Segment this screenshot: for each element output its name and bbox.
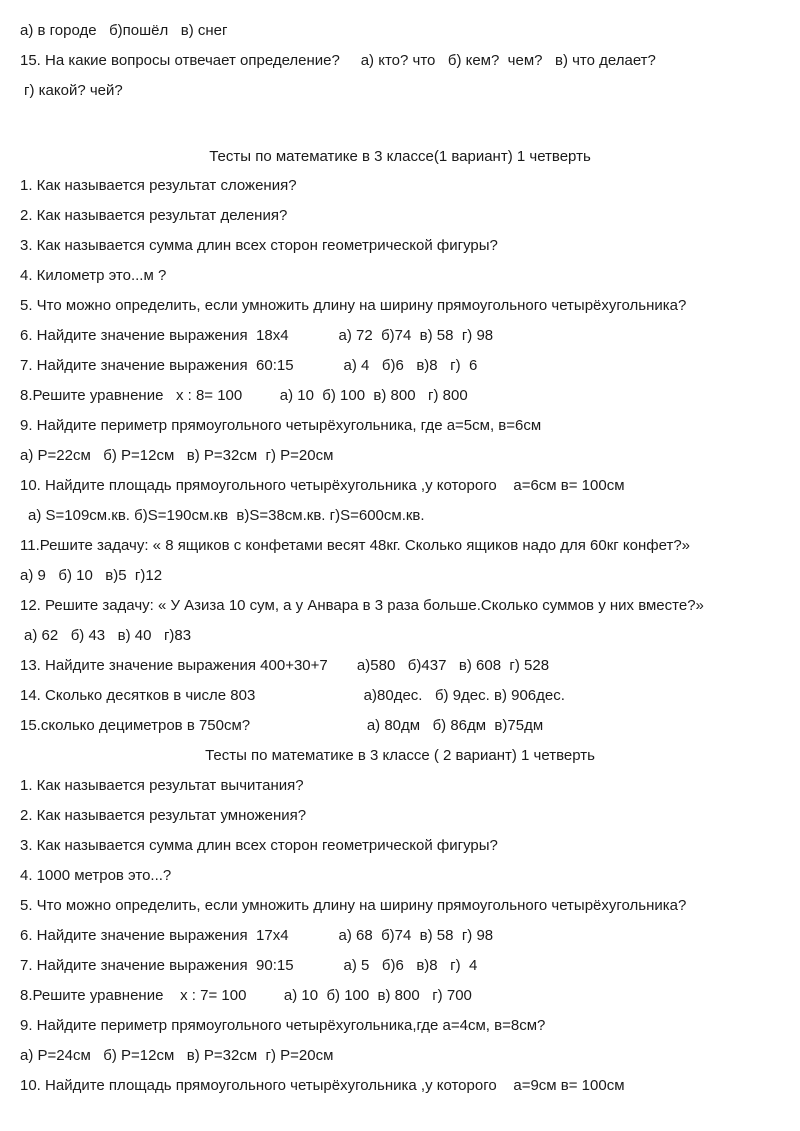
question-line: 12. Решите задачу: « У Азиза 10 сум, а у Анвара в 3 раза больше.Сколько суммов у них вместе?» <box>20 597 704 614</box>
question-line: 2. Как называется результат деления? <box>20 207 288 224</box>
question-line: 7. Найдите значение выражения 60:15 а) 4 б)6 в)8 г) 6 <box>20 357 478 374</box>
question-line: 1. Как называется результат сложения? <box>20 177 297 194</box>
question-line: 1. Как называется результат вычитания? <box>20 777 304 794</box>
answer-option-line: а) Р=22см б) Р=12см в) Р=32см г) Р=20см <box>20 447 334 464</box>
answer-option-line: г) какой? чей? <box>24 82 123 99</box>
question-line: 4. Километр это...м ? <box>20 267 167 284</box>
question-line: 5. Что можно определить, если умножить длину на ширину прямоугольного четырёхугольника? <box>20 897 687 914</box>
answer-option-line: а) 9 б) 10 в)5 г)12 <box>20 567 163 584</box>
section-heading-variant-2: Тесты по математике в 3 классе ( 2 вариант) 1 четверть <box>205 747 595 764</box>
question-line: 6. Найдите значение выражения 18х4 а) 72 б)74 в) 58 г) 98 <box>20 327 494 344</box>
question-line: 8.Решите уравнение х : 7= 100 а) 10 б) 100 в) 800 г) 700 <box>20 987 472 1004</box>
question-line: 11.Решите задачу: « 8 ящиков с конфетами весят 48кг. Сколько ящиков надо для 60кг конфет?» <box>20 537 690 554</box>
answer-option-line: а) S=109см.кв. б)S=190см.кв в)S=38см.кв. г)S=600см.кв. <box>28 507 425 524</box>
question-line: 5. Что можно определить, если умножить длину на ширину прямоугольного четырёхугольника? <box>20 297 687 314</box>
question-line: 13. Найдите значение выражения 400+30+7 а)580 б)437 в) 608 г) 528 <box>20 657 550 674</box>
question-line: 6. Найдите значение выражения 17х4 а) 68 б)74 в) 58 г) 98 <box>20 927 494 944</box>
question-line: 8.Решите уравнение х : 8= 100 а) 10 б) 100 в) 800 г) 800 <box>20 387 468 404</box>
text-line: а) в городе б)пошёл в) снег <box>20 22 228 39</box>
question-line: 4. 1000 метров это...? <box>20 867 172 884</box>
question-line: 3. Как называется сумма длин всех сторон геометрической фигуры? <box>20 237 498 254</box>
question-line: 3. Как называется сумма длин всех сторон геометрической фигуры? <box>20 837 498 854</box>
question-15-definition: 15. На какие вопросы отвечает определение? а) кто? что б) кем? чем? в) что делает? <box>20 52 656 69</box>
question-line: 10. Найдите площадь прямоугольного четырёхугольника ,у которого а=9см в= 100см <box>20 1077 625 1094</box>
question-line: 9. Найдите периметр прямоугольного четырёхугольника,где а=4см, в=8см? <box>20 1017 546 1034</box>
question-line: 14. Сколько десятков в числе 803 а)80дес. б) 9дес. в) 906дес. <box>20 687 565 704</box>
answer-option-line: а) Р=24см б) Р=12см в) Р=32см г) Р=20см <box>20 1047 334 1064</box>
answer-option-line: а) 62 б) 43 в) 40 г)83 <box>24 627 192 644</box>
question-line: 10. Найдите площадь прямоугольного четырёхугольника ,у которого а=6см в= 100см <box>20 477 625 494</box>
question-line: 9. Найдите периметр прямоугольного четырёхугольника, где а=5см, в=6см <box>20 417 542 434</box>
question-line: 2. Как называется результат умножения? <box>20 807 307 824</box>
question-line: 7. Найдите значение выражения 90:15 а) 5 б)6 в)8 г) 4 <box>20 957 478 974</box>
section-heading-variant-1: Тесты по математике в 3 классе(1 вариант) 1 четверть <box>209 148 591 165</box>
question-line: 15.сколько дециметров в 750см? а) 80дм б) 86дм в)75дм <box>20 717 544 734</box>
